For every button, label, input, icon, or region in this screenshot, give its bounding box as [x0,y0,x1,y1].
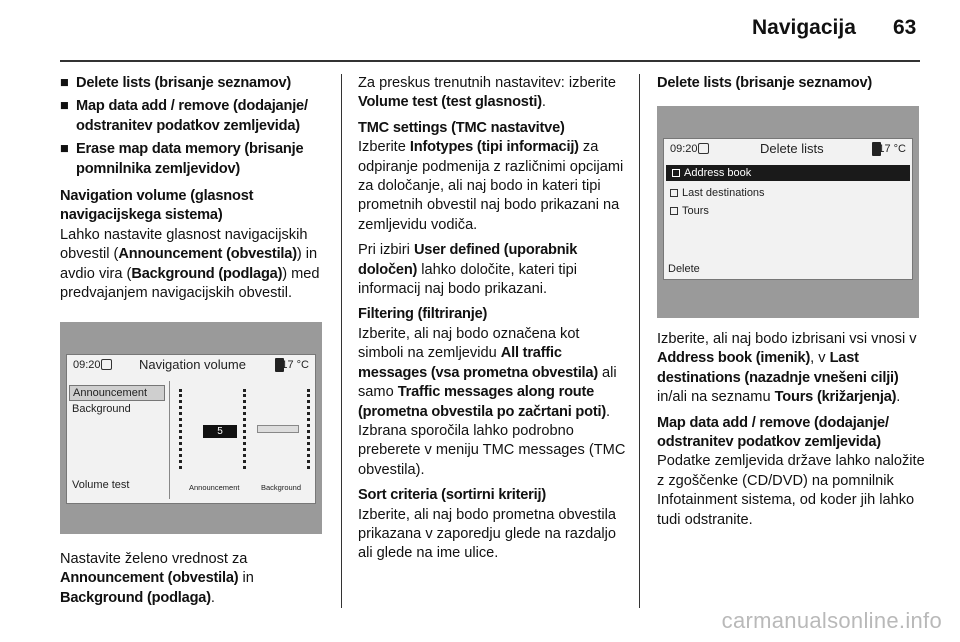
screenshot-navigation-volume: 09:20 Navigation volume 17 °C Announcement Background Volume test 5 Announcement Background [60,322,322,534]
checkbox-icon [670,207,678,215]
header-rule [60,60,920,62]
volume-slider-announcement[interactable]: 5 [203,425,237,438]
section-title: Map data add / remove (dodajanje/ odstranitev podatkov zemljevida) [657,414,889,451]
section-title: TMC settings (TMC nastavitve) [358,119,565,136]
list-item-address-book[interactable]: Address book [666,165,910,181]
chapter-title: Navigacija [752,16,856,39]
checkbox-icon [672,169,680,177]
section-title: Sort criteria (sortirni kriterij) [358,487,547,504]
paragraph: Pri izbiri User defined (uporabnik določen) lahko določite, kateri tipi informacij naj bodo prikazani. [358,242,578,298]
menu-item-volume-test[interactable]: Volume test [72,479,130,491]
column-3 [657,74,925,93]
menu-item-background[interactable]: Background [72,403,131,415]
paragraph: Za preskus trenutnih nastavitev: izberite Volume test (test glasnosti). [358,75,616,111]
list-item-tours[interactable]: Tours [670,205,709,217]
section-title: Navigation volume (glasnost navigacijskega sistema) [60,188,254,224]
check-icon [101,359,112,370]
volume-slider-background[interactable] [257,425,299,433]
section-title: Filtering (filtriranje) [358,306,488,323]
column-1-footer [60,550,328,614]
bullet-item: ■ Erase map data memory (brisanje pomnilnika zemljevidov) [60,141,304,177]
column-3-body [657,330,925,536]
column-divider-1 [341,74,342,608]
paragraph: Izberite, ali naj bodo izbrisani vsi vnosi v Address book (imenik), v Last destinations (nazadnje vnešeni cilji) in/ali na seznamu Tours (križarjenja). [657,331,917,406]
menu-item-announcement[interactable]: Announcement [69,385,165,401]
column-1 [60,74,328,309]
list-item-last-destinations[interactable]: Last destinations [670,187,765,199]
paragraph: Nastavite želeno vrednost za Announcement (obvestila) in Background (podlaga). [60,551,254,606]
bullet-item: ■ Map data add / remove (dodajanje/ odstranitev podatkov zemljevida) [60,98,308,134]
watermark: carmanualsonline.info [721,608,942,633]
section-title: Delete lists (brisanje seznamov) [657,75,873,91]
column-divider-2 [639,74,640,608]
checkbox-icon [670,189,678,197]
paragraph: Izberite Infotypes (tipi informacij) za odpiranje podmenija z različnimi opcijami za določanje, ali naj bodo in kateri tipi prometnih obvestil naj bodo prikazani na zemljevidu vodiča. [358,139,624,233]
paragraph: Podatke zemljevida države lahko naložite z zgoščenke (CD/DVD) na pomnilnik Infotainment sistema, od koder jih lahko tudi odstranite. [657,453,925,528]
paragraph: Izberite, ali naj bodo označena kot simboli na zemljevidu All traffic messages (vsa prometna obvestila) ali samo Traffic messages along route (prometna obvestila po začrtani poti). Izbrana sporočila lahko podrobno preberete v meniju TMC messages (TMC obvestila). [358,325,626,478]
check-icon [698,143,709,154]
screenshot-delete-lists: 09:20 Delete lists 17 °C Address book Last destinations Tours Delete [657,106,919,318]
paragraph: Lahko nastavite glasnost navigacijskih obvestil (Announcement (obvestila)) in avdio vira (Background (podlaga)) med predvajanjem navigacijskih obvestil. [60,226,320,302]
column-2 [358,74,626,570]
bullet-item: ■ Delete lists (brisanje seznamov) [60,75,292,91]
page-number: 63 [893,16,917,39]
delete-button[interactable]: Delete [668,263,700,275]
paragraph: Izberite, ali naj bodo prometna obvestila prikazana v zaporedju glede na razdaljo ali glede na ime ulice. [358,506,616,562]
